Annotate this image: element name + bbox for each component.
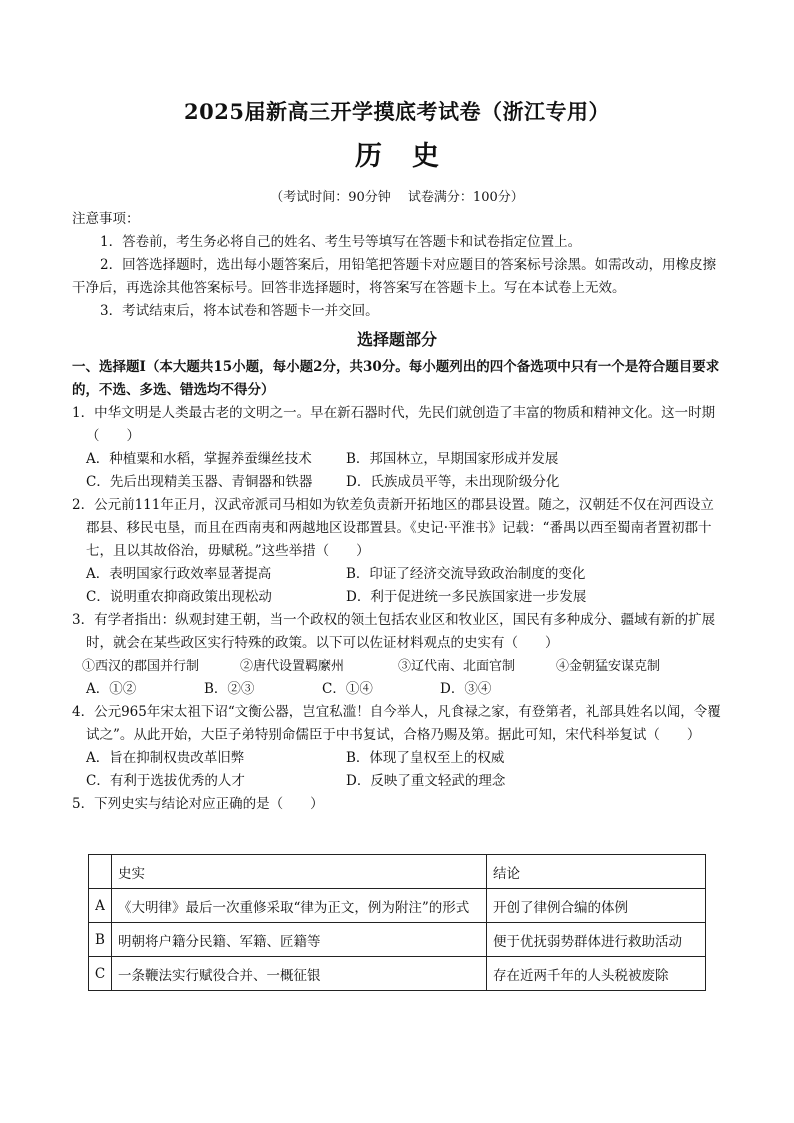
table-cell: A bbox=[89, 889, 112, 923]
option-d: D．氏族成员平等，未出现阶级分化 bbox=[346, 474, 560, 490]
option-a: A．种植粟和水稻，掌握养蚕缫丝技术 bbox=[86, 451, 312, 467]
table-row bbox=[89, 923, 706, 957]
option-a: A．旨在抑制权贵改革旧弊 bbox=[86, 750, 245, 766]
material-item: ②唐代设置羁縻州 bbox=[240, 659, 345, 674]
material-list bbox=[72, 655, 722, 678]
material-item: ④金朝猛安谋克制 bbox=[556, 659, 661, 674]
table-header bbox=[89, 855, 112, 889]
option-b: B．②③ bbox=[204, 681, 255, 697]
option-c: C．有利于选拔优秀的人才 bbox=[86, 773, 245, 789]
option-d: D．反映了重文轻武的理念 bbox=[346, 773, 506, 789]
question-2 bbox=[72, 494, 722, 609]
table-cell: 一条鞭法实行赋役合并、一概征银 bbox=[112, 957, 487, 991]
option-b: B．邦国林立，早期国家形成并发展 bbox=[346, 451, 559, 467]
option-b: B．印证了经济交流导致政治制度的变化 bbox=[346, 566, 586, 582]
table-cell: 便于优抚弱势群体进行救助活动 bbox=[487, 923, 706, 957]
table-header: 结论 bbox=[487, 855, 706, 889]
option-c: C．①④ bbox=[322, 681, 373, 697]
question-5 bbox=[72, 793, 722, 816]
question-3 bbox=[72, 609, 722, 701]
table-header-row bbox=[89, 855, 706, 889]
table-cell: 存在近两千年的人头税被废除 bbox=[487, 957, 706, 991]
question-stem: 2．公元前111年正月，汉武帝派司马相如为钦差负责新开拓地区的郡县设置。随之，汉朝廷不仅在河西设立郡县、移民屯垦，而且在西南夷和两越地区设郡置县。《史记·平淮书》记载：“番禺以西至蜀南者置初郡十七，且以其故俗治，毋赋税。”这些举措（ ） bbox=[72, 497, 714, 559]
table-row bbox=[89, 957, 706, 991]
section-title: 选择题部分 bbox=[356, 330, 437, 349]
option-c: C．说明重农抑商政策出现松动 bbox=[86, 589, 272, 605]
question-stem: 5．下列史实与结论对应正确的是（ ） bbox=[72, 796, 324, 812]
question-4 bbox=[72, 701, 722, 793]
exam-title: 2025届新高三开学摸底考试卷（浙江专用） bbox=[184, 99, 610, 124]
table-cell: C bbox=[89, 957, 112, 991]
option-a: A．表明国家行政效率显著提高 bbox=[86, 566, 272, 582]
question-stem: 3．有学者指出：纵观封建王朝，当一个政权的领土包括农业区和牧业区，国民有多种成分、疆域有新的扩展时，就会在某些政区实行特殊的政策。以下可以佐证材料观点的史实有（ ） bbox=[72, 612, 716, 651]
question-1 bbox=[72, 402, 722, 494]
answer-table bbox=[88, 854, 706, 991]
note-item: 3．考试结束后，将本试卷和答题卡一并交回。 bbox=[100, 303, 379, 319]
question-stem: 4．公元965年宋太祖下诏“文衡公器，岂宜私滥！自今举人，凡食禄之家，有登第者，礼部具姓名以闻，令覆试之”。从此开始，大臣子弟特别命儒臣于中书复试，合格乃赐及第。据此可知，宋代科举复试（ ） bbox=[72, 704, 721, 743]
table-cell: 开创了律例合编的体例 bbox=[487, 889, 706, 923]
option-d: D．③④ bbox=[440, 681, 492, 697]
option-b: B．体现了皇权至上的权威 bbox=[346, 750, 505, 766]
notes-heading: 注意事项： bbox=[72, 211, 140, 227]
notes-section bbox=[72, 208, 722, 323]
exam-info: （考试时间：90分钟 试卷满分：100分） bbox=[270, 190, 524, 205]
table-cell: B bbox=[89, 923, 112, 957]
material-item: ①西汉的郡国并行制 bbox=[82, 659, 200, 674]
option-d: D．利于促进统一多民族国家进一步发展 bbox=[346, 589, 587, 605]
note-item: 2．回答选择题时，选出每小题答案后，用铅笔把答题卡对应题目的答案标号涂黑。如需改动，用橡皮擦干净后，再选涂其他答案标号。回答非选择题时，将答案写在答题卡上。写在本试卷上无效。 bbox=[72, 257, 717, 296]
part-heading: 一、选择题Ⅰ（本大题共15小题，每小题2分，共30分。每小题列出的四个备选项中只有一个是符合题目要求的，不选、多选、错选均不得分） bbox=[72, 359, 720, 398]
question-stem: 1．中华文明是人类最古老的文明之一。早在新石器时代，先民们就创造了丰富的物质和精神文化。这一时期（ ） bbox=[72, 405, 716, 444]
option-a: A．①② bbox=[86, 681, 137, 697]
table-cell: 明朝将户籍分民籍、军籍、匠籍等 bbox=[112, 923, 487, 957]
table-header: 史实 bbox=[112, 855, 487, 889]
material-item: ③辽代南、北面官制 bbox=[398, 659, 516, 674]
table-row bbox=[89, 889, 706, 923]
table-cell: 《大明律》最后一次重修采取“律为正文，例为附注”的形式 bbox=[112, 889, 487, 923]
note-item: 1．答卷前，考生务必将自己的姓名、考生号等填写在答题卡和试卷指定位置上。 bbox=[100, 234, 582, 250]
exam-subject: 历史 bbox=[355, 141, 469, 172]
option-c: C．先后出现精美玉器、青铜器和铁器 bbox=[86, 474, 313, 490]
questions bbox=[72, 402, 722, 816]
